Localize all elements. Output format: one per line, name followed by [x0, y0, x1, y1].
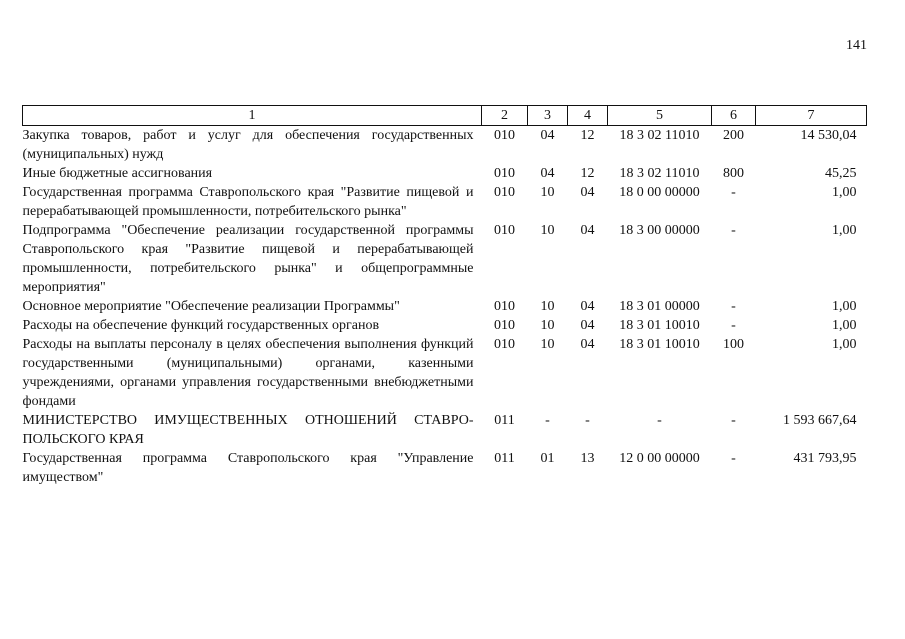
row-code-subsection: - [585, 413, 590, 428]
table-header-row [23, 106, 867, 126]
row-code-ministry: 010 [494, 128, 515, 143]
row-code-expense-type: - [731, 185, 736, 200]
row-code-expense-type: 100 [723, 337, 744, 352]
column-header: 4 [568, 106, 608, 126]
row-code-ministry: 010 [494, 318, 515, 333]
row-name: Расходы на обеспечение функций государственных органов [22, 318, 380, 333]
column-header: 1 [23, 106, 482, 126]
row-code-section: 04 [540, 128, 555, 143]
column-header: 6 [712, 106, 756, 126]
row-code-subsection: 12 [580, 128, 595, 143]
table-row [23, 221, 867, 297]
column-header: 5 [608, 106, 712, 126]
row-name: Закупка товаров, работ и услуг для обеспечения государственных (муниципальных) нужд [22, 128, 474, 162]
row-code-subsection: 04 [580, 223, 595, 238]
row-code-target: 18 0 00 00000 [619, 185, 700, 200]
page-number: 141 [846, 38, 867, 53]
table-row [23, 297, 867, 316]
row-code-subsection: 04 [580, 299, 595, 314]
row-code-section: 10 [540, 185, 555, 200]
row-amount: 1,00 [832, 318, 857, 333]
table-row [23, 316, 867, 335]
row-code-section: 10 [540, 299, 555, 314]
row-name: Государственная программа Ставропольского края "Управление имуществом" [22, 451, 474, 485]
row-code-section: 10 [540, 223, 555, 238]
row-name: Иные бюджетные ассигнования [22, 166, 213, 181]
row-code-target: 12 0 00 00000 [619, 451, 700, 466]
column-header: 2 [482, 106, 528, 126]
row-code-expense-type: - [731, 318, 736, 333]
row-code-subsection: 04 [580, 318, 595, 333]
row-name: МИНИСТЕРСТВО ИМУЩЕСТВЕННЫХ ОТНОШЕНИЙ СТАВРО-ПОЛЬСКОГО КРАЯ [22, 413, 474, 447]
row-code-expense-type: 800 [723, 166, 744, 181]
row-code-section: 10 [540, 337, 555, 352]
row-code-ministry: 010 [494, 299, 515, 314]
row-amount: 1,00 [832, 299, 857, 314]
row-amount: 1,00 [832, 223, 857, 238]
column-header: 7 [756, 106, 867, 126]
row-code-section: 04 [540, 166, 555, 181]
row-name: Основное мероприятие "Обеспечение реализации Программы" [22, 299, 400, 314]
table-row [23, 183, 867, 221]
row-code-subsection: 12 [580, 166, 595, 181]
row-amount: 1,00 [832, 337, 857, 352]
row-code-expense-type: 200 [723, 128, 744, 143]
row-amount: 431 793,95 [793, 451, 857, 466]
row-code-ministry: 010 [494, 166, 515, 181]
row-code-ministry: 010 [494, 223, 515, 238]
row-amount: 1,00 [832, 185, 857, 200]
row-amount: 45,25 [825, 166, 857, 181]
row-amount: 1 593 667,64 [783, 413, 857, 428]
table-row [23, 449, 867, 487]
table-row [23, 126, 867, 165]
row-code-expense-type: - [731, 299, 736, 314]
row-code-expense-type: - [731, 451, 736, 466]
row-code-section: - [545, 413, 550, 428]
table-row [23, 164, 867, 183]
row-code-subsection: 04 [580, 337, 595, 352]
row-name: Расходы на выплаты персоналу в целях обеспечения выполнения функций государственными (муниципальными) органами, казенными учреждениями, органами управления государственными внебюджетными фондами [22, 337, 474, 409]
row-code-target: 18 3 01 00000 [619, 299, 700, 314]
row-amount: 14 530,04 [800, 128, 857, 143]
table-row [23, 335, 867, 411]
row-code-ministry: 011 [494, 413, 515, 428]
column-header: 3 [528, 106, 568, 126]
row-code-ministry: 011 [494, 451, 515, 466]
row-code-subsection: 04 [580, 185, 595, 200]
row-code-ministry: 010 [494, 185, 515, 200]
row-code-target: 18 3 00 00000 [619, 223, 700, 238]
row-code-section: 01 [540, 451, 555, 466]
row-code-target: 18 3 01 10010 [619, 318, 700, 333]
row-code-subsection: 13 [580, 451, 595, 466]
row-code-expense-type: - [731, 223, 736, 238]
row-code-section: 10 [540, 318, 555, 333]
table-row [23, 411, 867, 449]
row-code-target: 18 3 01 10010 [619, 337, 700, 352]
row-code-target: 18 3 02 11010 [619, 128, 700, 143]
row-code-ministry: 010 [494, 337, 515, 352]
row-code-target: - [657, 413, 662, 428]
row-name: Государственная программа Ставропольского края "Развитие пищевой и перерабатывающей промышленности, потребительского рынка" [22, 185, 474, 219]
row-code-expense-type: - [731, 413, 736, 428]
row-code-target: 18 3 02 11010 [619, 166, 700, 181]
row-name: Подпрограмма "Обеспечение реализации государственной программы Ставропольского края "Развитие пищевой и перерабатывающей промышленности, потребительского рынка" и общепрограммные мероприятия" [22, 223, 474, 295]
budget-table [22, 105, 867, 487]
